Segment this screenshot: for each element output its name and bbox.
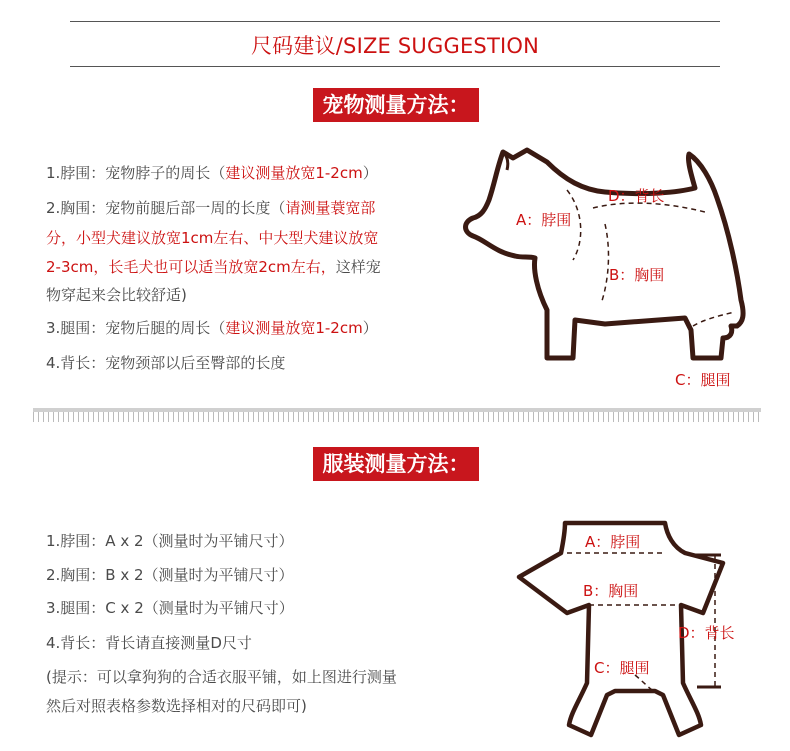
pet-item-neck xyxy=(46,158,378,188)
pet-item-chest-note3: 2-3cm，长毛犬也可以适当放宽2cm左右， xyxy=(46,258,336,276)
dog-label-leg: C：腿围 xyxy=(675,371,731,389)
garment-item-back: 4.背长：背长请直接测量D尺寸 xyxy=(46,634,252,652)
garment-label-back: D：背长 xyxy=(678,624,735,642)
pet-item-chest-line2: 分，小型犬建议放宽1cm左右、中大型犬建议放宽 xyxy=(46,229,379,247)
pet-item-leg xyxy=(46,313,378,343)
chest-measure-line xyxy=(601,224,608,304)
garment-item-neck: 1.脖围：A x 2（测量时为平铺尺寸） xyxy=(46,532,294,550)
page-title: 尺码建议/SIZE SUGGESTION xyxy=(250,34,540,58)
garment-label-chest: B：胸围 xyxy=(583,582,639,600)
ruler-divider xyxy=(33,408,761,422)
dog-outline xyxy=(466,150,744,358)
pet-item-leg-close: ） xyxy=(362,319,378,337)
title-divider xyxy=(70,66,720,67)
dog-label-chest: B：胸围 xyxy=(609,266,665,284)
leg-measure-line xyxy=(693,312,735,326)
garment-item-chest: 2.胸围：B x 2（测量时为平铺尺寸） xyxy=(46,566,294,584)
pet-item-chest-tail3: 这样宠 xyxy=(335,258,381,276)
dog-label-neck: A：脖围 xyxy=(516,211,572,229)
pet-section-banner: 宠物测量方法： xyxy=(313,88,479,122)
garment-label-neck: A：脖围 xyxy=(585,533,641,551)
dog-label-back: D：背长 xyxy=(608,187,665,205)
garment-tip-line1: (提示：可以拿狗狗的合适衣服平铺，如上图进行测量 xyxy=(46,668,397,686)
pet-item-chest-label: 2.胸围：宠物前腿后部一周的长度（ xyxy=(46,199,286,217)
garment-item-leg: 3.腿围：C x 2（测量时为平铺尺寸） xyxy=(46,599,294,617)
top-divider xyxy=(70,21,720,22)
pet-item-chest-note1: 请测量蓑宽部 xyxy=(285,199,376,217)
pet-item-leg-label: 3.腿围：宠物后腿的周长（ xyxy=(46,319,226,337)
pet-item-neck-close: ） xyxy=(362,164,378,182)
garment-label-leg: C：腿围 xyxy=(594,659,650,677)
garment-tip-line2: 然后对照表格参数选择相对的尺码即可) xyxy=(46,697,307,715)
pet-item-neck-note: 建议测量放宽1-2cm xyxy=(225,164,363,182)
pet-item-chest-line1 xyxy=(46,193,375,223)
pet-item-chest-line4: 物穿起来会比较舒适) xyxy=(46,286,187,304)
garment-section-banner: 服装测量方法： xyxy=(313,447,479,481)
pet-item-leg-note: 建议测量放宽1-2cm xyxy=(225,319,363,337)
pet-item-neck-label: 1.脖围：宠物脖子的周长（ xyxy=(46,164,226,182)
pet-item-chest-line3 xyxy=(46,252,381,282)
pet-item-back: 4.背长：宠物颈部以后至臀部的长度 xyxy=(46,354,286,372)
dog-outline-diagram xyxy=(455,140,755,400)
